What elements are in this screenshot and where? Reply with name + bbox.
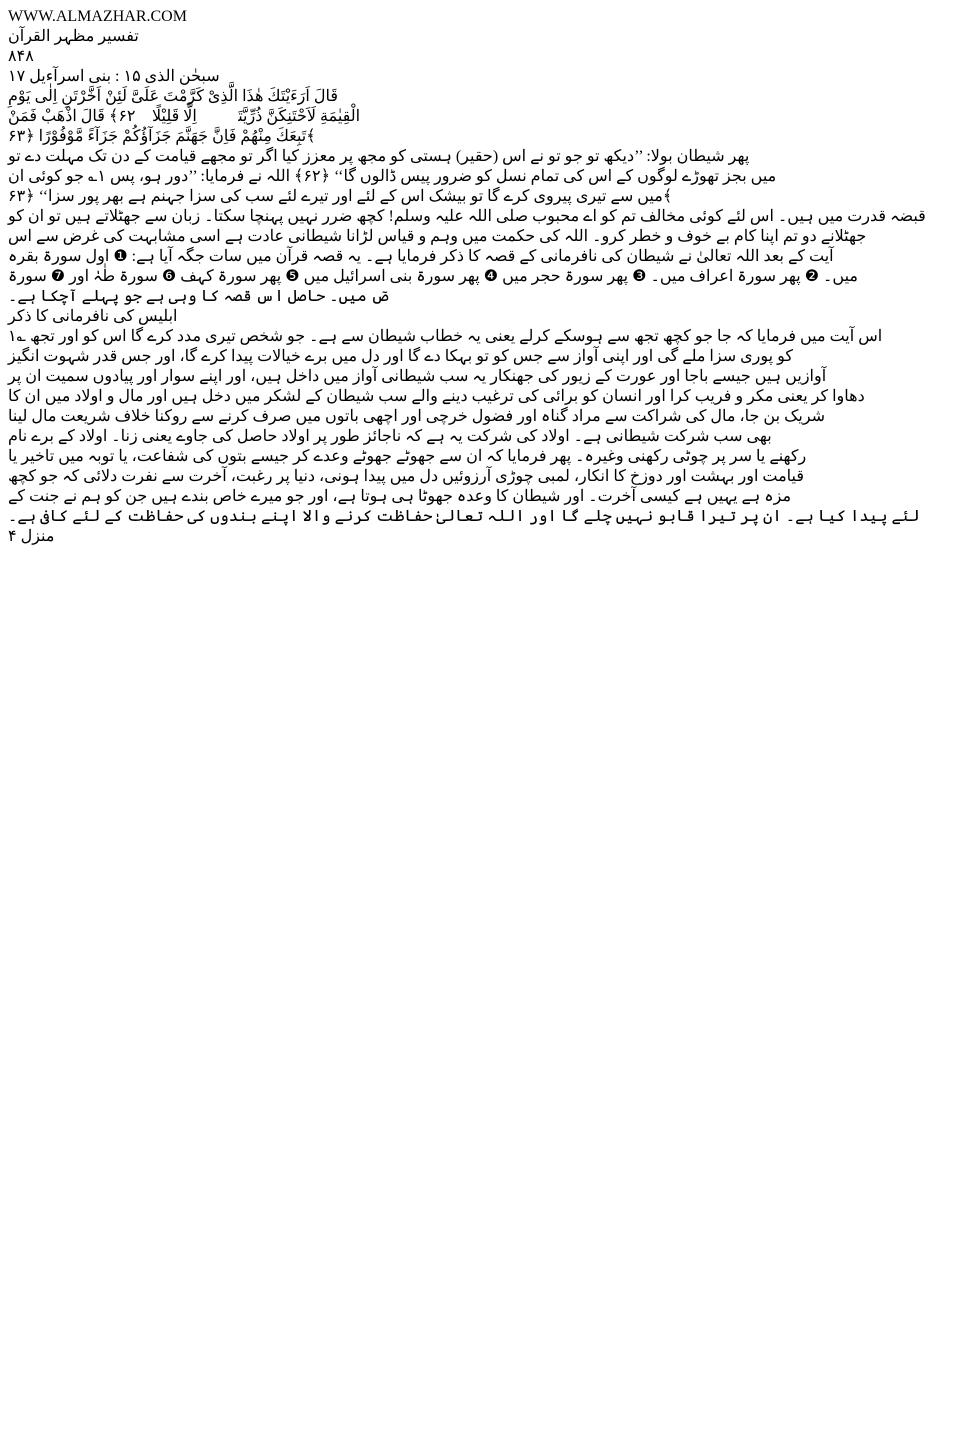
urdu-translation-block <box>8 146 952 206</box>
commentary-line: دھاوا کر یعنی مکر و فریب کرا اور انسان کو برائی کی ترغیب دینے والے سب شیطان کے لشکر میں دخل ہیں اور مال و اولاد میں ان کا <box>8 388 865 405</box>
commentary-line: آیت کے بعد اللہ تعالیٰ نے شیطان کی نافرمانی کے قصہ کا ذکر فرمایا ہے۔ یہ قصہ قرآن میں سات جگہ آیا ہے: ❶ اول سورۃ بقرہ <box>8 248 834 265</box>
commentary-line: صٓ میں۔ حاصل اس قصہ کا وہی ہے جو پہلے آچکا ہے۔ <box>8 288 390 305</box>
verse-line-2: الْقِيٰمَةِ لَاَحْتَنِكَنَّ ذُرِّيَّتَهٗۤ اِلَّا قَلِيْلًا ﴿۶۲﴾ قَالَ اذْهَبْ فَمَنْ <box>8 108 361 125</box>
commentary-line: شریک بن جا، مال کی شراکت سے مراد گناہ اور فضول خرچی اور اچھی باتوں میں صرف کرنے سے روکنا خلاف شریعت مال لینا <box>8 408 826 425</box>
commentary-line: کو پوری سزا ملے گی اور اپنی آواز سے جس کو تو بہکا دے گا اور دل میں برے خیالات پیدا کرے گا، اور جس قدر شہوت انگیز <box>8 348 793 365</box>
page-header <box>8 26 952 86</box>
commentary-line: رکھنے یا سر پر چوٹی رکھنی وغیرہ۔ پھر فرمایا کہ ان سے جھوٹے جھوٹے وعدے کر جیسے بتوں کی شفاعت، یا توبہ میں تاخیر یا <box>8 448 807 465</box>
surah-reference: سبحٰن الذی ۱۵ : بنی اسرآءیل ۱۷ <box>8 68 220 85</box>
verse-line-3: تَبِعَكَ مِنْهُمْ فَاِنَّ جَهَنَّمَ جَزَآؤُكُمْ جَزَآءً مَّوْفُوْرًا ﴿۶۳﴾ <box>8 128 316 145</box>
commentary-block <box>8 206 952 526</box>
watermark: WWW.ALMAZHAR.COM <box>8 8 187 25</box>
translation-line-2: میں بجز تھوڑے لوگوں کے اس کی تمام نسل کو ضرور پیس ڈالوں گا‘‘ ﴿۶۲﴾ اللہ نے فرمایا: ’’دور ہو، پس ۱؎ جو کوئی ان <box>8 168 777 185</box>
arabic-verse-block <box>8 86 952 146</box>
commentary-line: جھٹلانے دو تم اپنا کام بے خوف و خطر کرو۔ اللہ کی حکمت میں وہم و قیاس لڑانا شیطانی عادت ہے اسی مشابہت کی غرض سے اس <box>8 228 867 245</box>
commentary-line: قبضہ قدرت میں ہیں۔ اس لئے کوئی مخالف تم کو اے محبوب صلی اللہ علیہ وسلم! کچھ ضرر نہیں پہنچا سکتا۔ زبان سے جھٹلاتے ہیں تو ان کو <box>8 208 926 225</box>
translation-line-1: پھر شیطان بولا: ’’دیکھ تو جو تو نے اس (حقیر) ہستی کو مجھ پر معزز کیا اگر تو مجھے قیامت کے دن تک مہلت دے تو <box>8 148 750 165</box>
commentary-line: لئے پیدا کیا ہے۔ ان پر تیرا قابو نہیں چلے گا اور اللہ تعالیٰ حفاظت کرنے والا اپنے بندوں کی حفاظت کے لئے کافی ہے۔ <box>8 508 920 525</box>
commentary-line: ۱؎ اس آیت میں فرمایا کہ جا جو کچھ تجھ سے ہوسکے کرلے یعنی یہ خطاب شیطان سے ہے۔ جو شخص تیری مدد کرے گا اس کو اور تجھ <box>8 328 883 345</box>
commentary-line: قیامت اور بہشت اور دوزخ کا انکار، لمبی چوڑی آرزوئیں دل میں پیدا ہونی، دنیا پر رغبت، آخرت سے نفرت دلائی کہ جو کچھ <box>8 468 805 485</box>
commentary-line: بھی سب شرکت شیطانی ہے۔ اولاد کی شرکت یہ ہے کہ ناجائز طور پر اولاد حاصل کی جاوے یعنی زنا۔ اولاد کے برے نام <box>8 428 772 445</box>
commentary-line: آوازیں ہیں جیسے باجا اور عورت کے زیور کی جھنکار یہ سب شیطانی آواز میں داخل ہیں، اور اپنے سوار اور پیادوں سمیت ان پر <box>8 368 827 385</box>
page-number: ۸۴۸ <box>8 48 34 65</box>
book-title: تفسیر مظہر القرآن <box>8 28 139 45</box>
quran-tafseer-page <box>8 8 952 546</box>
section-subtitle: ابلیس کی نافرمانی کا ذکر <box>8 308 178 325</box>
commentary-line: میں۔ ❷ پھر سورۃ اعراف میں۔ ❸ پھر سورۃ حجر میں ❹ پھر سورۃ بنی اسرائیل میں ❺ پھر سورۃ کہف ❻ سورۃ طٰہٰ اور ❼ سورۃ <box>8 268 858 285</box>
translation-line-3: میں سے تیری پیروی کرے گا تو بیشک اس کے لئے اور تیرے لئے سب کی سزا جہنم ہے بھر پور سزا‘‘ ﴿۶۳﴾ <box>8 188 673 205</box>
verse-line-1: قَالَ اَرَءَيْتَكَ هٰذَا الَّذِىْ كَرَّمْتَ عَلَىَّ لَئِنْ اَخَّرْتَنِ اِلٰى يَوْمِ <box>8 88 338 105</box>
manzil-footer: منزل ۴ <box>8 528 55 545</box>
commentary-line: مزہ ہے یہیں ہے کیسی آخرت۔ اور شیطان کا وعدہ جھوٹا ہی ہوتا ہے، اور جو میرے خاص بندے ہیں جن کو ہم نے جنت کے <box>8 488 792 505</box>
